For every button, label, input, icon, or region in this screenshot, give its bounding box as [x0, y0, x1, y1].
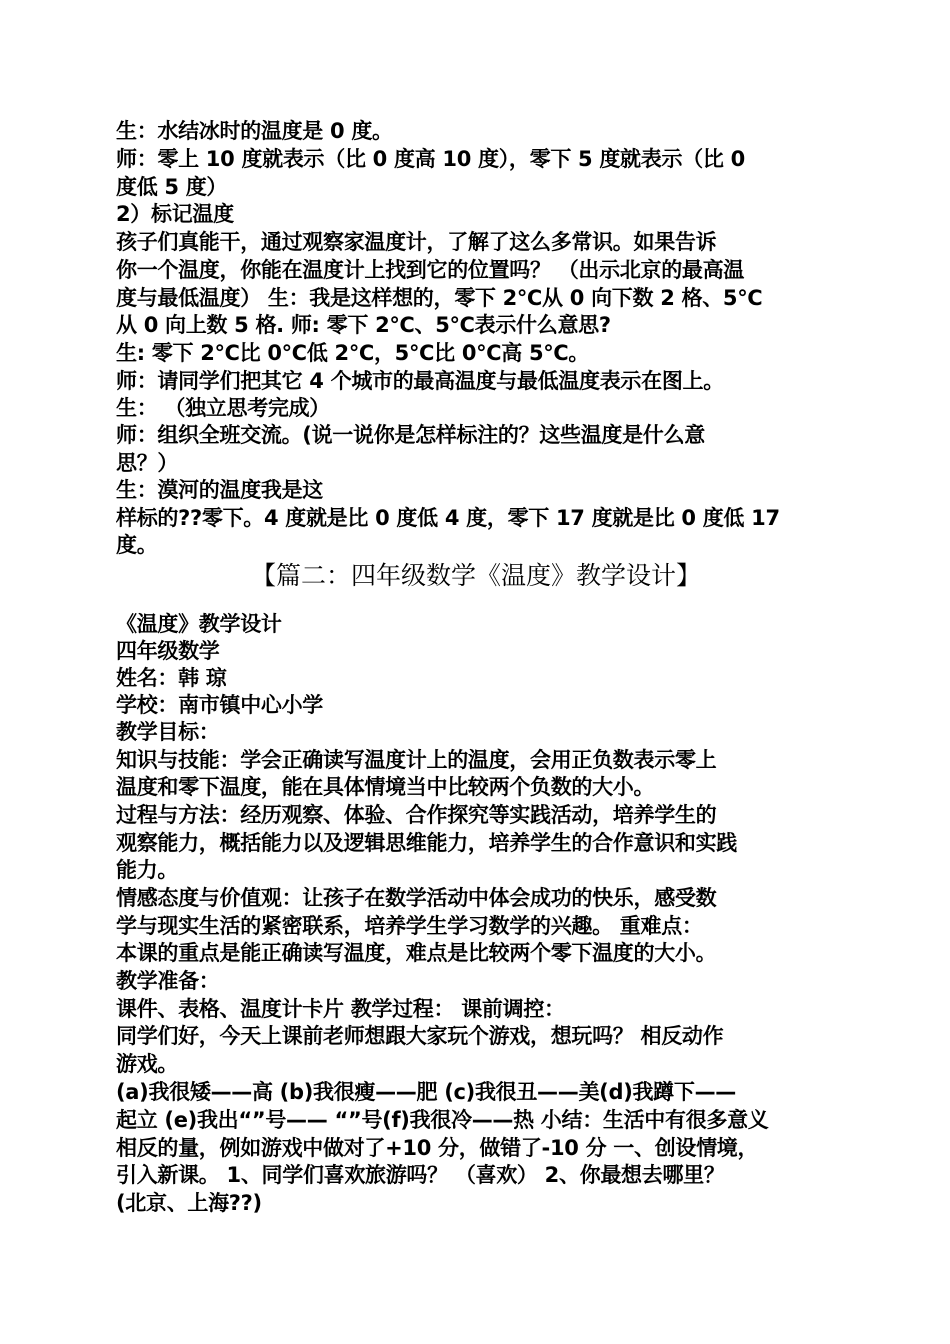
text-line: 思？）: [116, 451, 179, 475]
text-line: 四年级数学: [116, 639, 220, 663]
text-line: 姓名：韩 琼: [116, 666, 227, 690]
text-line: 师：零上 10 度就表示（比 0 度高 10 度），零下 5 度就表示（比 0: [116, 147, 745, 171]
text-line: 2）标记温度: [116, 202, 234, 226]
text-line: 师：请同学们把其它 4 个城市的最高温度与最低温度表示在图上。: [116, 369, 724, 393]
text-line: 生: 零下 2℃比 0℃低 2℃，5℃比 0℃高 5℃。: [116, 341, 590, 365]
text-line: 生：水结冰时的温度是 0 度。: [116, 119, 393, 143]
text-line: 师：组织全班交流。(说一说你是怎样标注的？这些温度是什么意: [116, 423, 705, 447]
text-line: 样标的??零下。4 度就是比 0 度低 4 度，零下 17 度就是比 0 度低 17: [116, 506, 780, 530]
text-line: 过程与方法：经历观察、体验、合作探究等实践活动，培养学生的: [116, 803, 717, 827]
text-line: 学与现实生活的紧密联系，培养学生学习数学的兴趣。 重难点：: [116, 914, 703, 938]
text-line: 度。: [116, 533, 158, 557]
text-line: 度与最低温度） 生：我是这样想的，零下 2℃从 0 向下数 2 格、5℃: [116, 286, 763, 310]
text-line: 课件、表格、温度计卡片 教学过程： 课前调控：: [116, 997, 565, 1021]
text-line: 相反的量，例如游戏中做对了+10 分，做错了-10 分 一、创设情境，: [116, 1136, 759, 1160]
text-line: 生：漠河的温度我是这: [116, 478, 323, 502]
text-line: 度低 5 度）: [116, 175, 228, 199]
text-line: 教学准备：: [116, 969, 220, 993]
text-line: 起立 (e)我出“”号—— “”号(f)我很冷——热 小结：生活中有很多意义: [116, 1108, 769, 1132]
text-line: 温度和零下温度，能在具体情境当中比较两个负数的大小。: [116, 775, 655, 799]
text-line: 本课的重点是能正确读写温度，难点是比较两个零下温度的大小。: [116, 941, 717, 965]
text-line: 你一个温度，你能在温度计上找到它的位置吗？ （出示北京的最高温: [116, 258, 745, 282]
text-line: 同学们好，今天上课前老师想跟大家玩个游戏，想玩吗？ 相反动作: [116, 1024, 724, 1048]
text-line: 情感态度与价值观：让孩子在数学活动中体会成功的快乐，感受数: [116, 886, 717, 910]
text-line: 学校：南市镇中心小学: [116, 693, 323, 717]
text-line: 教学目标：: [116, 720, 220, 744]
text-line: 孩子们真能干，通过观察家温度计，了解了这么多常识。如果告诉: [116, 230, 717, 254]
section-heading: 【篇二：四年级数学《温度》教学设计】: [250, 561, 701, 590]
text-line: (北京、上海??): [116, 1191, 262, 1215]
text-line: 引入新课。 1、同学们喜欢旅游吗？ （喜欢） 2、你最想去哪里？: [116, 1163, 725, 1187]
text-line: 从 0 向上数 5 格. 师: 零下 2℃、5℃表示什么意思?: [116, 313, 611, 337]
text-line: 生： （独立思考完成）: [116, 396, 331, 420]
text-line: 观察能力，概括能力以及逻辑思维能力，培养学生的合作意识和实践: [116, 831, 737, 855]
text-line: 知识与技能：学会正确读写温度计上的温度，会用正负数表示零上: [116, 748, 717, 772]
text-line: 能力。: [116, 858, 179, 882]
text-line: 游戏。: [116, 1052, 179, 1076]
text-line: (a)我很矮——高 (b)我很瘦——肥 (c)我很丑——美(d)我蹲下——: [116, 1080, 736, 1104]
text-line: 《温度》教学设计: [116, 612, 282, 636]
